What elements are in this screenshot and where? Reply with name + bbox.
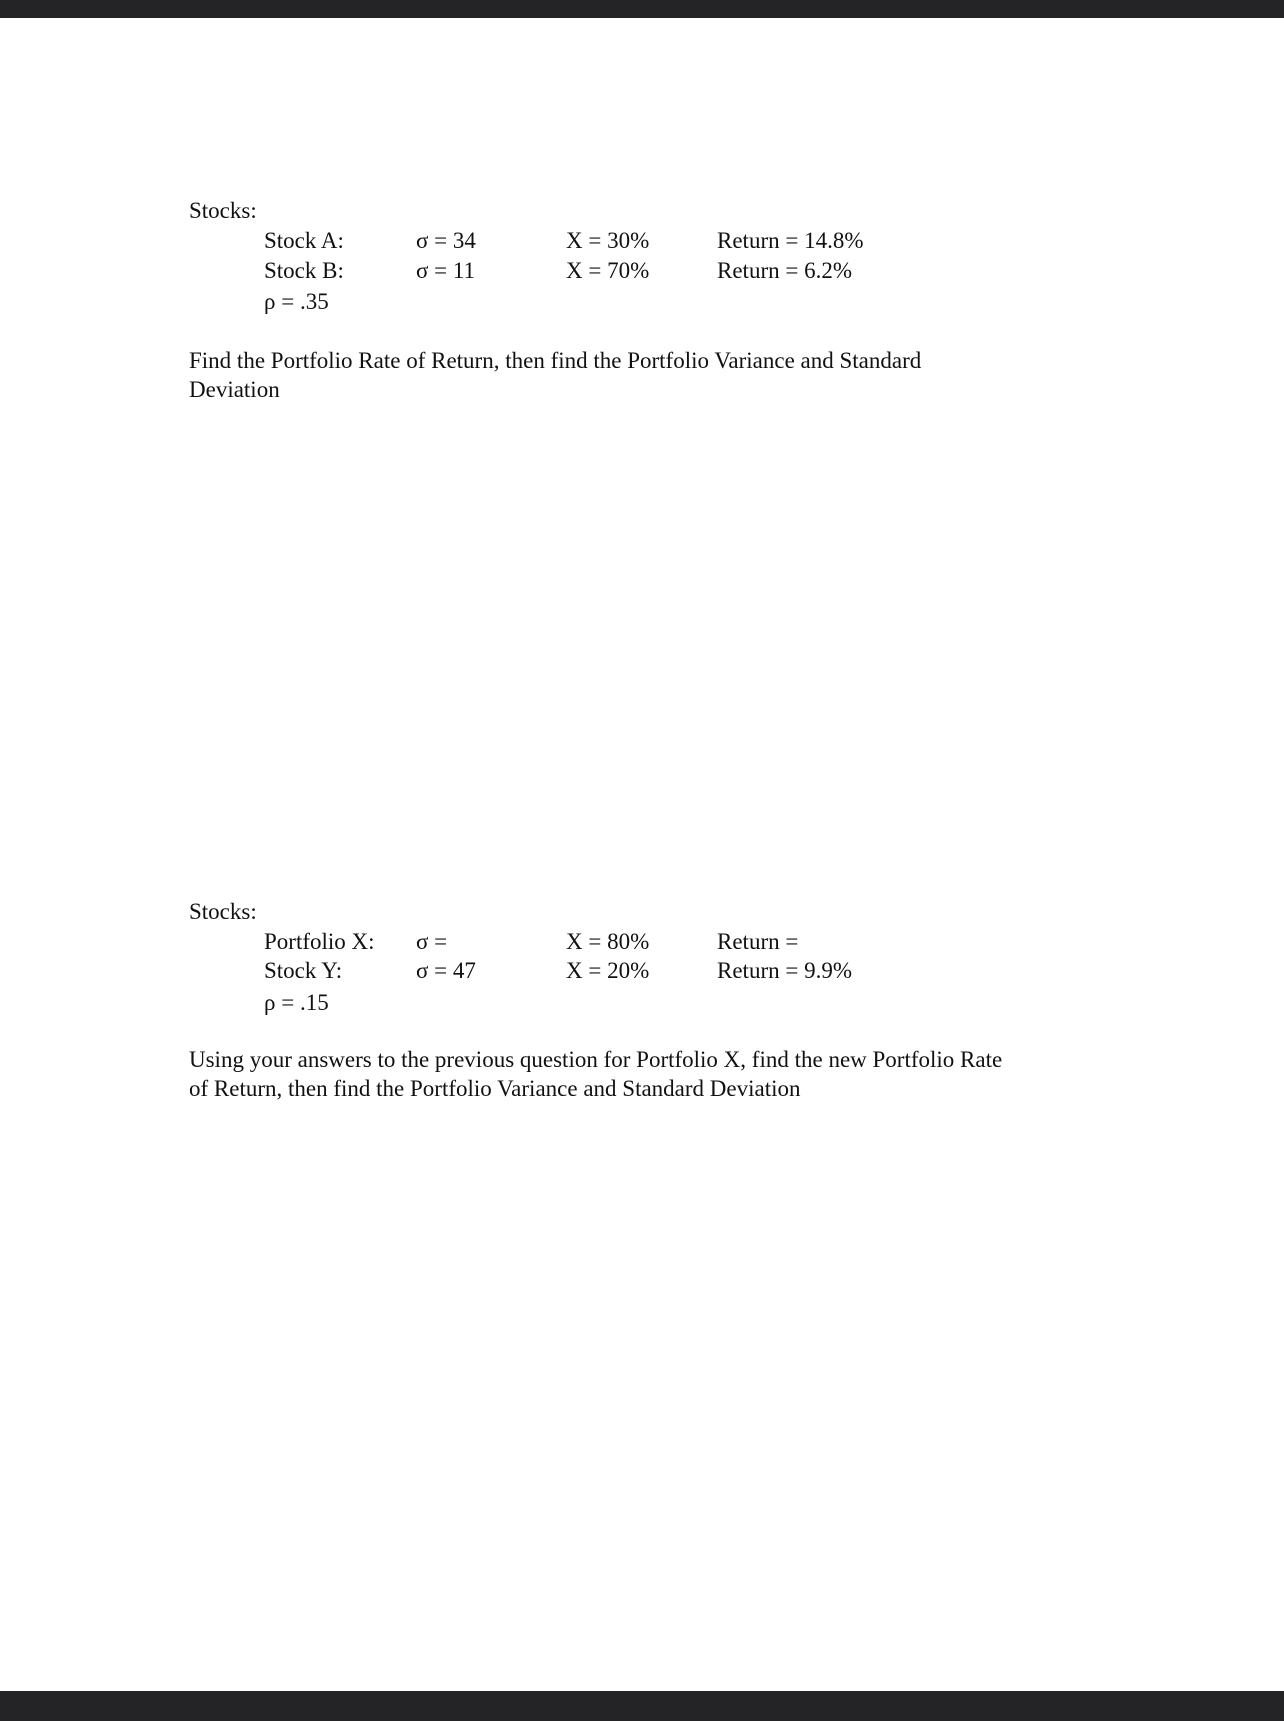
stock-a-name: Stock A: [264, 228, 344, 253]
stock-a-sigma: σ = 34 [416, 228, 476, 253]
top-bar [0, 0, 1284, 18]
problem2-question-line2: of Return, then find the Portfolio Variance and Standard Deviation [189, 1076, 801, 1101]
stock-y-name: Stock Y: [264, 958, 343, 983]
portfolio-x-return: Return = [717, 929, 799, 954]
stock-y-sigma: σ = 47 [416, 958, 476, 983]
stock-y-return: Return = 9.9% [717, 958, 852, 983]
stock-y-weight: X = 20% [566, 958, 650, 983]
problem2-question-line1: Using your answers to the previous question for Portfolio X, find the new Portfolio Rate [189, 1047, 1003, 1072]
problem1-correlation: ρ = .35 [264, 289, 329, 314]
problem1-question-line2: Deviation [189, 377, 280, 402]
portfolio-x-weight: X = 80% [566, 929, 650, 954]
stock-a-return: Return = 14.8% [717, 228, 864, 253]
problem2-correlation: ρ = .15 [264, 990, 329, 1015]
stock-b-return: Return = 6.2% [717, 258, 852, 283]
portfolio-x-name: Portfolio X: [264, 929, 375, 954]
stock-b-name: Stock B: [264, 258, 344, 283]
problem1-question [189, 346, 1109, 404]
problem2-question [189, 1045, 1189, 1103]
problem1-question-line1: Find the Portfolio Rate of Return, then find the Portfolio Variance and Standard [189, 348, 922, 373]
stock-b-sigma: σ = 11 [416, 258, 476, 283]
problem2-heading: Stocks: [189, 899, 257, 924]
stock-b-weight: X = 70% [566, 258, 650, 283]
bottom-bar [0, 1691, 1284, 1721]
stock-a-weight: X = 30% [566, 228, 650, 253]
problem1-heading: Stocks: [189, 198, 257, 223]
portfolio-x-sigma: σ = [416, 929, 448, 954]
